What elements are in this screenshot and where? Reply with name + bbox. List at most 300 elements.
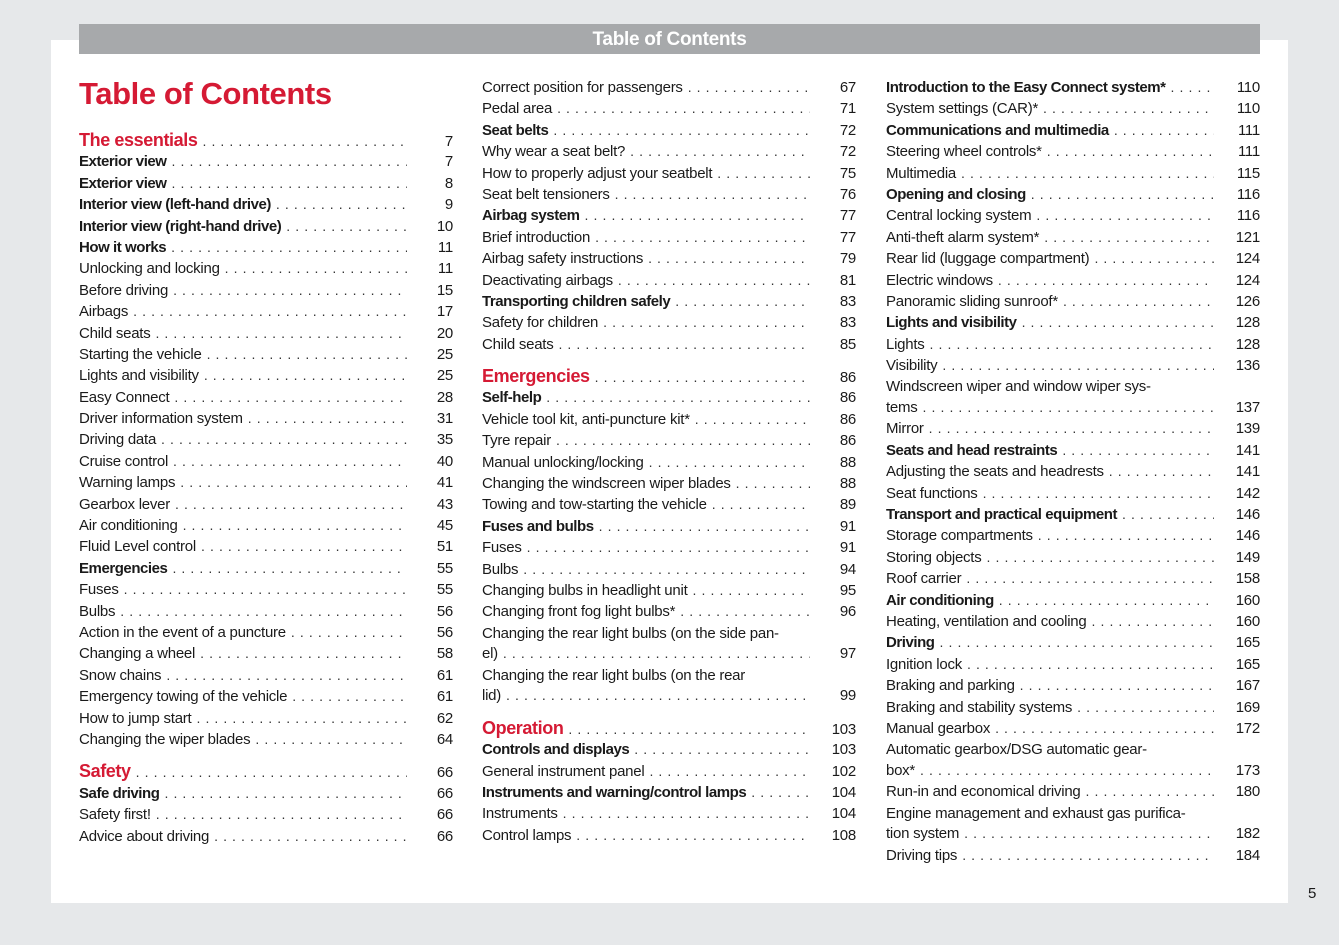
toc-entry[interactable] xyxy=(886,547,1260,568)
dot-leader xyxy=(172,151,407,172)
toc-entry-title: Seats and head restraints xyxy=(886,441,1058,459)
dot-leader xyxy=(563,803,810,824)
dot-leader xyxy=(1036,205,1214,226)
toc-chapter[interactable] xyxy=(79,216,453,237)
dot-leader xyxy=(717,163,810,184)
toc-entry[interactable] xyxy=(886,781,1260,802)
dot-leader xyxy=(688,77,810,98)
toc-chapter[interactable] xyxy=(79,173,453,194)
dot-leader xyxy=(999,590,1214,611)
dot-leader xyxy=(986,547,1214,568)
toc-entry[interactable] xyxy=(79,344,453,365)
toc-entry[interactable] xyxy=(482,270,856,291)
toc-chapter[interactable] xyxy=(482,387,856,408)
toc-entry-title: Driver information system xyxy=(79,410,243,428)
toc-entry[interactable] xyxy=(886,98,1260,119)
toc-entry[interactable] xyxy=(482,141,856,162)
toc-chapter[interactable] xyxy=(482,782,856,803)
toc-entry-title: Manual unlocking/locking xyxy=(482,453,644,471)
toc-page-number: 172 xyxy=(1235,719,1260,737)
dot-leader xyxy=(175,494,407,515)
toc-entry-title: tion system xyxy=(886,825,960,843)
dot-leader xyxy=(930,334,1214,355)
dot-leader xyxy=(568,719,810,740)
toc-page-number: 146 xyxy=(1235,527,1260,545)
toc-page-number: 91 xyxy=(839,539,856,557)
toc-entry-title: Storing objects xyxy=(886,548,982,566)
toc-entry-title: Safety first! xyxy=(79,806,151,824)
toc-entry[interactable] xyxy=(886,291,1260,312)
toc-entry-title: Transporting children safely xyxy=(482,292,671,310)
dot-leader xyxy=(712,494,810,515)
toc-chapter[interactable] xyxy=(79,237,453,258)
toc-page-number: 126 xyxy=(1235,292,1260,310)
toc-page-number: 124 xyxy=(1235,250,1260,268)
toc-entry-title: Visibility xyxy=(886,357,938,375)
dot-leader xyxy=(171,237,407,258)
toc-entry[interactable] xyxy=(79,622,453,643)
dot-leader xyxy=(156,804,407,825)
toc-entry-title: Panoramic sliding sunroof* xyxy=(886,292,1058,310)
toc-entry[interactable] xyxy=(886,525,1260,546)
toc-page-number: 184 xyxy=(1235,846,1260,864)
toc-entry[interactable] xyxy=(79,804,453,825)
toc-entry[interactable] xyxy=(482,98,856,119)
dot-leader xyxy=(553,120,810,141)
toc-chapter[interactable] xyxy=(79,194,453,215)
toc-entry-title: lid) xyxy=(482,687,502,705)
toc-page-number: 83 xyxy=(839,314,856,332)
toc-entry[interactable] xyxy=(482,643,856,664)
toc-entry-title: Self-help xyxy=(482,389,542,407)
toc-page-number: 58 xyxy=(436,645,453,663)
dot-leader xyxy=(675,291,810,312)
toc-page-number: 61 xyxy=(436,688,453,706)
toc-entry-title: Deactivating airbags xyxy=(482,271,613,289)
toc-entry-title: Airbag safety instructions xyxy=(482,250,644,268)
toc-page-number: 55 xyxy=(436,581,453,599)
toc-entry-title: Control lamps xyxy=(482,826,572,844)
toc-entry-title: box* xyxy=(886,761,916,779)
toc-entry-title: Correct position for passengers xyxy=(482,79,683,96)
dot-leader xyxy=(966,568,1214,589)
dot-leader xyxy=(174,387,407,408)
toc-entry[interactable] xyxy=(886,227,1260,248)
toc-entry-title: Instruments and warning/control lamps xyxy=(482,783,747,801)
dot-leader xyxy=(1022,312,1214,333)
toc-entry[interactable] xyxy=(79,536,453,557)
toc-chapter[interactable] xyxy=(886,77,1260,98)
toc-page-number: 137 xyxy=(1235,399,1260,417)
toc-page-number: 66 xyxy=(436,806,453,824)
toc-page-number: 165 xyxy=(1235,634,1260,652)
toc-entry-title: Anti-theft alarm system* xyxy=(886,228,1040,246)
dot-leader xyxy=(200,643,407,664)
toc-entry[interactable] xyxy=(79,451,453,472)
toc-entry-title: The essentials xyxy=(79,130,198,150)
dot-leader xyxy=(255,729,407,750)
toc-page-number: 94 xyxy=(839,560,856,578)
toc-entry-title: Gearbox lever xyxy=(79,495,170,513)
dot-leader xyxy=(556,430,810,451)
toc-entry-title: Safety xyxy=(79,761,131,782)
toc-chapter[interactable] xyxy=(886,120,1260,141)
toc-entry[interactable] xyxy=(79,643,453,664)
toc-entry[interactable] xyxy=(79,258,453,279)
toc-page-number: 11 xyxy=(437,238,453,256)
toc-column-2 xyxy=(482,77,856,846)
toc-entry-title: tems xyxy=(886,399,918,417)
toc-entry[interactable] xyxy=(482,761,856,782)
toc-page-number: 158 xyxy=(1235,570,1260,588)
toc-entry-title: Driving xyxy=(886,634,935,652)
toc-entry-title: How it works xyxy=(79,238,167,256)
toc-page-number: 102 xyxy=(831,762,856,780)
toc-page-number: 160 xyxy=(1235,591,1260,609)
toc-entry-title: Instruments xyxy=(482,805,558,823)
toc-entry[interactable] xyxy=(482,163,856,184)
toc-entry-title: Braking and stability systems xyxy=(886,698,1073,716)
dot-leader xyxy=(680,601,810,622)
toc-page-number: 89 xyxy=(839,496,856,514)
toc-column-1 xyxy=(79,130,453,847)
toc-entry-title: Transport and practical equipment xyxy=(886,506,1118,524)
toc-entry-title: Bulbs xyxy=(79,602,116,620)
toc-entry[interactable] xyxy=(886,654,1260,675)
toc-entry-title: Lights xyxy=(886,335,925,353)
toc-page-number: 25 xyxy=(436,345,453,363)
dot-leader xyxy=(929,418,1214,439)
toc-entry[interactable] xyxy=(79,408,453,429)
page-title: Table of Contents xyxy=(79,76,332,111)
toc-entry-title: Exterior view xyxy=(79,153,167,171)
toc-page-number: 66 xyxy=(436,784,453,802)
toc-entry-continued-text[interactable]: Windscreen wiper and window wiper sys- xyxy=(886,378,1151,396)
toc-entry[interactable] xyxy=(79,365,453,386)
toc-entry-title: Child seats xyxy=(79,324,151,342)
dot-leader xyxy=(166,665,407,686)
toc-page-number: 96 xyxy=(839,603,856,621)
toc-page-number: 115 xyxy=(1236,164,1260,182)
toc-page-number: 146 xyxy=(1235,506,1260,524)
toc-entry-title: Safety for children xyxy=(482,314,599,332)
toc-entry-title: Multimedia xyxy=(886,164,957,182)
toc-page-number: 108 xyxy=(831,826,856,844)
toc-entry[interactable] xyxy=(886,461,1260,482)
toc-page-number: 64 xyxy=(436,730,453,748)
dot-leader xyxy=(276,194,407,215)
toc-chapter[interactable] xyxy=(886,590,1260,611)
toc-entry-title: System settings (CAR)* xyxy=(886,100,1039,118)
dot-leader xyxy=(961,163,1214,184)
dot-leader xyxy=(180,472,407,493)
toc-entry[interactable] xyxy=(886,163,1260,184)
toc-page-number: 15 xyxy=(436,281,453,299)
toc-page-number: 35 xyxy=(436,431,453,449)
toc-page-number: 116 xyxy=(1236,207,1260,225)
toc-entry[interactable] xyxy=(886,611,1260,632)
toc-entry-continued-text[interactable]: Engine management and exhaust gas purifica- xyxy=(886,804,1186,822)
toc-entry[interactable] xyxy=(886,141,1260,162)
toc-entry[interactable] xyxy=(482,248,856,269)
dot-leader xyxy=(595,227,810,248)
toc-page-number: 104 xyxy=(831,783,856,801)
dot-leader xyxy=(920,760,1214,781)
toc-entry-title: Exterior view xyxy=(79,174,167,192)
toc-page-number: 160 xyxy=(1235,612,1260,630)
toc-entry-title: Changing a wheel xyxy=(79,645,196,663)
dot-leader xyxy=(995,718,1214,739)
running-header: Table of Contents xyxy=(79,24,1260,54)
toc-page-number: 8 xyxy=(444,174,453,192)
toc-chapter[interactable] xyxy=(79,783,453,804)
toc-entry-title: Cruise control xyxy=(79,452,169,470)
dot-leader xyxy=(1031,184,1214,205)
toc-page-number: 61 xyxy=(436,666,453,684)
dot-leader xyxy=(202,131,407,152)
toc-entry[interactable] xyxy=(79,729,453,750)
toc-entry[interactable] xyxy=(482,537,856,558)
dot-leader xyxy=(527,537,810,558)
toc-entry[interactable] xyxy=(482,409,856,430)
toc-entry-title: Run-in and economical driving xyxy=(886,783,1081,801)
dot-leader xyxy=(1047,141,1214,162)
toc-page-number: 103 xyxy=(831,720,856,738)
toc-entry[interactable] xyxy=(79,429,453,450)
toc-entry[interactable] xyxy=(79,494,453,515)
toc-chapter[interactable] xyxy=(482,739,856,760)
dot-leader xyxy=(120,601,407,622)
toc-entry-title: Lights and visibility xyxy=(79,367,199,385)
toc-entry-continued-text[interactable]: Changing the rear light bulbs (on the side pan- xyxy=(482,624,779,642)
dot-leader xyxy=(1043,98,1214,119)
toc-page-number: 45 xyxy=(436,517,453,535)
toc-entry[interactable] xyxy=(482,580,856,601)
toc-entry[interactable] xyxy=(886,760,1260,781)
dot-leader xyxy=(1122,504,1214,525)
toc-chapter[interactable] xyxy=(79,151,453,172)
toc-entry-title: Fluid Level control xyxy=(79,538,196,556)
toc-page-number: 7 xyxy=(444,133,453,150)
toc-page-number: 88 xyxy=(839,453,856,471)
toc-chapter[interactable] xyxy=(79,558,453,579)
toc-entry[interactable] xyxy=(482,334,856,355)
toc-page-number: 75 xyxy=(839,164,856,182)
toc-entry-title: Changing bulbs in headlight unit xyxy=(482,581,688,599)
toc-chapter[interactable] xyxy=(482,291,856,312)
dot-leader xyxy=(196,708,407,729)
toc-entry[interactable] xyxy=(886,418,1260,439)
toc-entry[interactable] xyxy=(886,397,1260,418)
toc-entry-title: Communications and multimedia xyxy=(886,121,1109,139)
toc-page-number: 141 xyxy=(1235,463,1260,481)
toc-entry[interactable] xyxy=(79,601,453,622)
toc-page-number: 95 xyxy=(839,581,856,599)
dot-leader xyxy=(967,654,1214,675)
toc-entry[interactable] xyxy=(886,205,1260,226)
toc-section[interactable] xyxy=(482,718,856,739)
toc-page-number: 85 xyxy=(839,335,856,353)
dot-leader xyxy=(1086,781,1214,802)
toc-entry-title: Brief introduction xyxy=(482,228,591,246)
toc-page-number: 180 xyxy=(1235,783,1260,801)
toc-entry[interactable] xyxy=(79,579,453,600)
toc-entry-title: Air conditioning xyxy=(79,517,178,535)
dot-leader xyxy=(736,473,810,494)
toc-page-number: 76 xyxy=(839,185,856,203)
toc-entry-title: Controls and displays xyxy=(482,741,630,759)
toc-entry-title: Interior view (left-hand drive) xyxy=(79,196,271,214)
dot-leader xyxy=(214,826,407,847)
toc-entry[interactable] xyxy=(79,387,453,408)
toc-chapter[interactable] xyxy=(886,504,1260,525)
toc-entry[interactable] xyxy=(886,355,1260,376)
toc-section[interactable] xyxy=(79,761,453,782)
toc-entry-title: Adjusting the seats and headrests xyxy=(886,463,1104,481)
toc-entry[interactable] xyxy=(482,685,856,706)
toc-entry-title: Braking and parking xyxy=(886,677,1015,695)
toc-entry[interactable] xyxy=(79,323,453,344)
toc-page-number: 43 xyxy=(436,495,453,513)
dot-leader xyxy=(962,845,1214,866)
toc-entry[interactable] xyxy=(886,718,1260,739)
dot-leader xyxy=(133,301,407,322)
dot-leader xyxy=(649,452,810,473)
toc-entry-title: Easy Connect xyxy=(79,388,170,406)
toc-section[interactable] xyxy=(79,130,453,151)
toc-chapter[interactable] xyxy=(886,312,1260,333)
toc-section[interactable] xyxy=(482,366,856,387)
toc-entry-title: Unlocking and locking xyxy=(79,260,220,278)
dot-leader xyxy=(558,334,810,355)
dot-leader xyxy=(164,783,407,804)
toc-entry[interactable] xyxy=(79,826,453,847)
toc-entry[interactable] xyxy=(886,697,1260,718)
toc-page-number: 128 xyxy=(1235,314,1260,332)
toc-entry[interactable] xyxy=(886,675,1260,696)
toc-page-number: 62 xyxy=(436,709,453,727)
toc-page-number: 77 xyxy=(839,207,856,225)
dot-leader xyxy=(286,216,407,237)
toc-entry[interactable] xyxy=(79,708,453,729)
toc-entry-title: Why wear a seat belt? xyxy=(482,143,626,161)
toc-entry[interactable] xyxy=(79,515,453,536)
toc-entry[interactable] xyxy=(482,803,856,824)
toc-page-number: 17 xyxy=(436,303,453,321)
dot-leader xyxy=(201,536,407,557)
toc-page-number: 142 xyxy=(1235,484,1260,502)
toc-entry[interactable] xyxy=(482,473,856,494)
toc-entry[interactable] xyxy=(79,280,453,301)
toc-entry[interactable] xyxy=(886,845,1260,866)
toc-entry[interactable] xyxy=(79,665,453,686)
toc-entry-title: Heating, ventilation and cooling xyxy=(886,612,1087,630)
toc-entry[interactable] xyxy=(482,430,856,451)
dot-leader xyxy=(923,397,1214,418)
toc-page-number: 128 xyxy=(1235,335,1260,353)
toc-page-number: 99 xyxy=(839,687,856,705)
toc-entry[interactable] xyxy=(886,334,1260,355)
toc-chapter[interactable] xyxy=(886,632,1260,653)
dot-leader xyxy=(599,516,810,537)
toc-entry-title: Bulbs xyxy=(482,560,519,578)
toc-entry-title: Seat functions xyxy=(886,484,978,502)
toc-entry-continued-text[interactable]: Changing the rear light bulbs (on the rear xyxy=(482,666,746,684)
toc-entry[interactable] xyxy=(482,559,856,580)
dot-leader xyxy=(983,483,1214,504)
toc-chapter[interactable] xyxy=(482,205,856,226)
toc-page-number: 165 xyxy=(1235,655,1260,673)
toc-page-number: 31 xyxy=(436,410,453,428)
dot-leader xyxy=(649,761,810,782)
toc-entry-title: Airbag system xyxy=(482,207,580,225)
toc-entry[interactable] xyxy=(482,452,856,473)
toc-entry-title: Airbags xyxy=(79,303,129,321)
toc-entry[interactable] xyxy=(886,248,1260,269)
dot-leader xyxy=(204,365,407,386)
toc-chapter[interactable] xyxy=(886,184,1260,205)
toc-page-number: 97 xyxy=(839,645,856,663)
dot-leader xyxy=(173,451,407,472)
toc-column-3 xyxy=(886,77,1260,866)
toc-entry[interactable] xyxy=(79,472,453,493)
dot-leader xyxy=(693,580,811,601)
dot-leader xyxy=(695,409,810,430)
dot-leader xyxy=(1020,675,1214,696)
toc-entry-title: Electric windows xyxy=(886,271,993,289)
toc-page-number: 9 xyxy=(444,196,453,214)
toc-entry[interactable] xyxy=(482,227,856,248)
toc-entry[interactable] xyxy=(482,825,856,846)
toc-entry[interactable] xyxy=(482,494,856,515)
toc-page-number: 169 xyxy=(1235,698,1260,716)
dot-leader xyxy=(964,823,1214,844)
toc-entry[interactable] xyxy=(886,270,1260,291)
toc-chapter[interactable] xyxy=(482,120,856,141)
toc-entry[interactable] xyxy=(886,823,1260,844)
toc-entry-title: Driving data xyxy=(79,431,157,449)
toc-entry[interactable] xyxy=(482,184,856,205)
toc-entry[interactable] xyxy=(886,483,1260,504)
toc-chapter[interactable] xyxy=(886,440,1260,461)
toc-entry-title: Towing and tow-starting the vehicle xyxy=(482,496,707,514)
toc-entry-title: Lights and visibility xyxy=(886,314,1017,332)
toc-page-number: 86 xyxy=(839,432,856,450)
toc-entry-title: Ignition lock xyxy=(886,655,962,673)
toc-page-number: 173 xyxy=(1235,761,1260,779)
toc-entry[interactable] xyxy=(482,601,856,622)
toc-entry[interactable] xyxy=(79,301,453,322)
toc-page-number: 86 xyxy=(839,410,856,428)
dot-leader xyxy=(1094,248,1214,269)
toc-entry[interactable] xyxy=(886,568,1260,589)
toc-entry-title: Changing front fog light bulbs* xyxy=(482,603,676,621)
toc-chapter[interactable] xyxy=(482,516,856,537)
toc-page-number: 56 xyxy=(436,602,453,620)
toc-page-number: 139 xyxy=(1235,420,1260,438)
toc-entry[interactable] xyxy=(482,77,856,98)
toc-entry[interactable] xyxy=(79,686,453,707)
dot-leader xyxy=(248,408,407,429)
toc-entry-continued-text[interactable]: Automatic gearbox/DSG automatic gear- xyxy=(886,741,1147,759)
dot-leader xyxy=(751,782,810,803)
toc-entry[interactable] xyxy=(482,312,856,333)
toc-page-number: 86 xyxy=(839,389,856,407)
toc-page-number: 79 xyxy=(839,250,856,268)
dot-leader xyxy=(648,248,810,269)
dot-leader xyxy=(618,270,810,291)
dot-leader xyxy=(172,558,407,579)
